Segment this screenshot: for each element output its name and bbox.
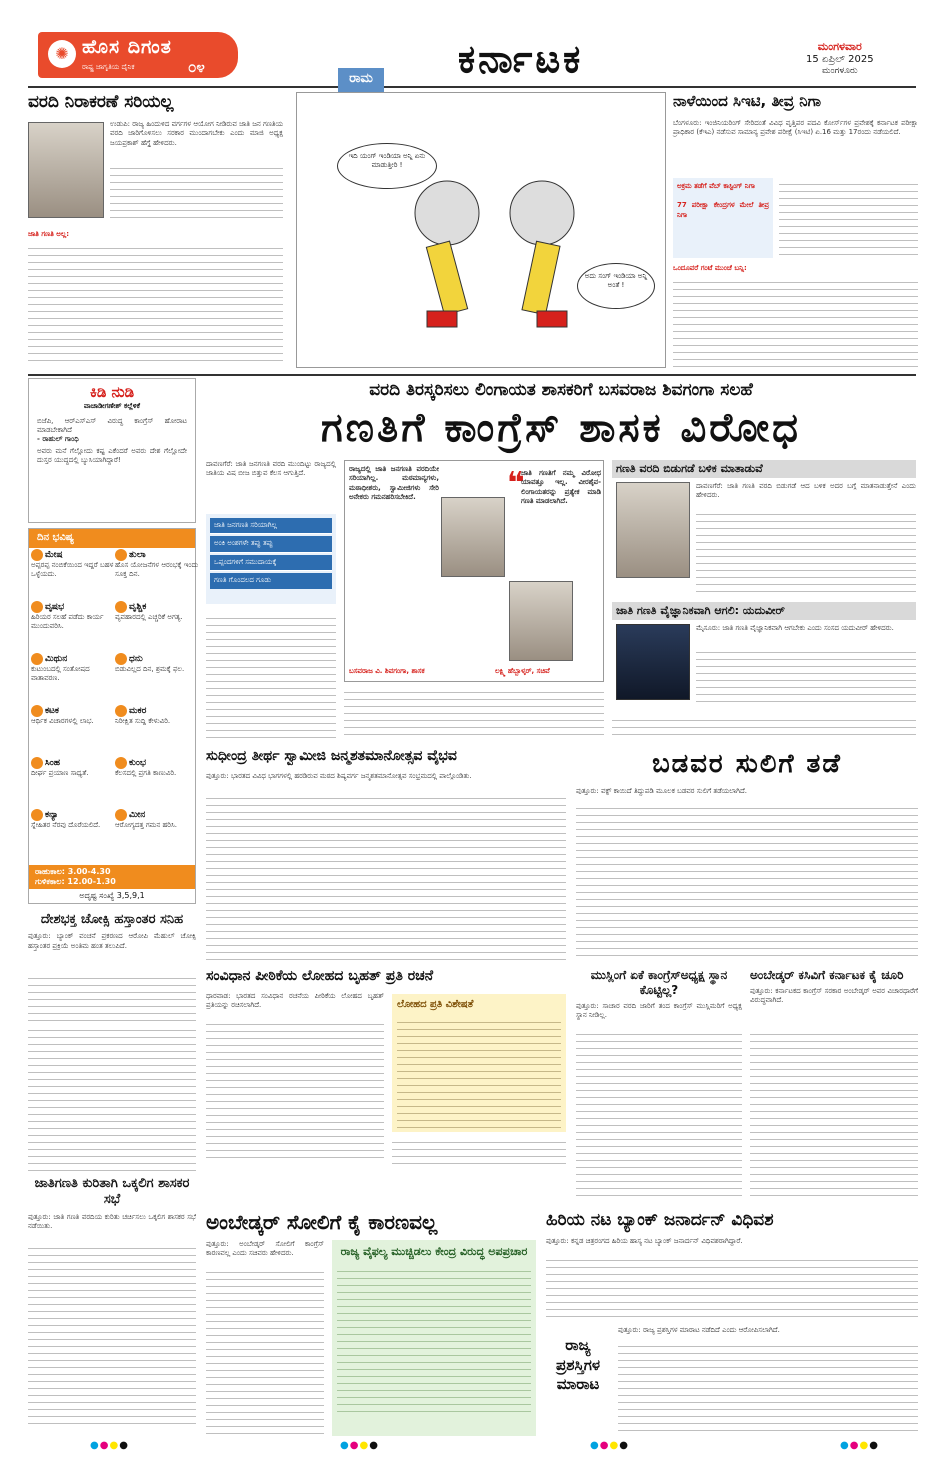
main-body-col1: [206, 612, 336, 738]
sign-text: ಅಪ್ಪರಪ್ಪ ನಂಬಿಕೆಯಿಂದ ಇದ್ದರೆ ಬಹಳ ಒಳ್ಳೆಯದು.: [31, 561, 114, 578]
box-title: ರಾಜ್ಯ ವೈಫಲ್ಯ ಮುಚ್ಚಿಡಲು ಕೇಂದ್ರ ವಿರುದ್ಧ ಅಪಪ್ರಚಾರ: [340, 1245, 528, 1258]
speech-bubble-1: ಇದಿ ಯಂಗ್ ಇಂಡಿಯಾ ಅನ್ನಿ ಏನು ಮಾಡುತ್ತೀರಿ !: [337, 143, 437, 189]
sign-name: ಮೀನ: [129, 810, 146, 820]
kidi-item-1: ಬಿಜೆಪಿ, ಆರ್‌ಎಸ್‌ಎಸ್ ವಿರುದ್ಧ ಕಾಂಗ್ರೆಸ್ ಹೋರಾಟ ಮಾಡಬೇಕಾಗಿದೆ: [37, 416, 187, 434]
kidi-item-1-by: - ರಾಹುಲ್ ಗಾಂಧಿ: [37, 435, 79, 444]
story-lead: ಪುತ್ತೂರು: ಬ್ಯಾಂಕ್ ವಂಚನೆ ಪ್ರಕರಣದ ಆರೋಪಿ ಮೆಹುಲ್ ಚೋಕ್ಸಿ ಹಸ್ತಾಂತರ ಪ್ರಕ್ರಿಯೆ ಅಂತಿಮ ಹಂತ ತಲುಪಿದೆ.: [28, 932, 196, 950]
main-point-4: ಗಣತಿ ಗೊಂದಲದ ಗೂಡು: [210, 573, 332, 588]
cartoon: [296, 92, 666, 368]
horoscope-sign: [31, 601, 115, 631]
story-body: [28, 1242, 196, 1430]
fact-1: ಅಕ್ರಮ ತಡೆಗೆ ವೆಬ್ ಕಾಸ್ಟಿಂಗ್ ನಿಗಾ: [677, 182, 755, 190]
main-point-3: ಒಪ್ಪಂದಗಳಿಗೆ ಸಮುದಾಯಕ್ಕೆ: [210, 555, 332, 571]
photo-hebbalkar: [509, 581, 573, 661]
rama-bana-badge: ರಾಮ: [338, 68, 384, 116]
zodiac-icon: [31, 809, 43, 821]
zodiac-icon: [115, 653, 127, 665]
sign-name: ತುಲಾ: [129, 550, 146, 560]
story-body: [576, 802, 918, 958]
kidi-nudi-box: [28, 378, 196, 523]
story-lead: ಪುತ್ತೂರು: ಕರ್ನಾಟಕದ ಕಾಂಗ್ರೆಸ್ ಸರಕಾರ ಅಂಬೇಡ್ಕರ್ ಅವರ ವಿಚಾರಧಾರೆಗೆ ವಿರುದ್ಧವಾಗಿದೆ.: [750, 987, 918, 1005]
box-body: [337, 1265, 531, 1415]
story-sudhindra: [206, 748, 566, 960]
cartoon-figures-icon: [397, 173, 597, 353]
story-title: ಗಣತಿ ವರದಿ ಬಿಡುಗಡೆ ಬಳಿಕ ಮಾತಾಡುವೆ: [612, 460, 916, 478]
story-title: ಮುಸ್ಲಿಂಗೆ ಏಕೆ ಕಾಂಗ್ರೆಸ್‌ಅಧ್ಯಕ್ಷ ಸ್ಥಾನ ಕೊಟ್ಟಿಲ್ಲ?: [590, 968, 728, 997]
logo-text: ಹೊಸ ದಿಗಂತ: [82, 36, 172, 58]
quote-box: [344, 460, 604, 682]
story-body: [779, 178, 918, 258]
story-lead: ಬೆಂಗಳೂರು: ಇಂಜಿನಿಯರಿಂಗ್ ಸೇರಿದಂತೆ ವಿವಿಧ ವೃತ್ತಿಪರ ಪದವಿ ಕೋರ್ಸ್‌ಗಳ ಪ್ರವೇಶಕ್ಕೆ ಕರ್ನಾಟಕ ಪರೀಕ್ಷಾ ಪ್ರಾಧಿಕಾರ (ಕೆಇಎ) ನಡೆಸುವ ಸಾಮಾನ್ಯ ಪ್ರವೇಶ ಪರೀಕ್ಷೆ (ಸಿಇಟಿ) ಏ.16 ಮತ್ತು 17ರಂದು ನಡೆಯಲಿದೆ.: [673, 118, 918, 137]
story-title: ಬಡವರ ಸುಲಿಗೆ ತಡೆ: [652, 749, 842, 779]
horoscope-sign: [31, 757, 115, 778]
story-body: [206, 1266, 324, 1436]
photo-leader: [616, 482, 690, 578]
story-lead: ಮೈಸೂರು: ಜಾತಿ ಗಣತಿ ವೈಜ್ಞಾನಿಕವಾಗಿ ಆಗಬೇಕು ಎಂದು ಸಂಸದ ಯದುವೀರ್ ಹೇಳಿದರು.: [696, 624, 894, 632]
main-point-1: ಜಾತಿ ಜನಗಣತಿ ಸರಿಯಾಗಿಲ್ಲ: [210, 518, 332, 534]
registration-dots: ●●●●: [590, 1440, 629, 1451]
page-number: ೦೪: [188, 58, 205, 76]
story-lead: ಪುತ್ತೂರು: ಅಂಬೇಡ್ಕರ್ ಸೋಲಿಗೆ ಕಾಂಗ್ರೆಸ್ ಕಾರಣವಲ್ಲ ಎಂದು ಸಚಿವರು ಹೇಳಿದರು.: [206, 1240, 324, 1258]
story-ambedkar-defeat: [206, 1210, 536, 1438]
fact-box: [673, 178, 773, 258]
photo-shivaganga: [441, 497, 505, 577]
horoscope-sign: [115, 653, 199, 674]
kidi-author: ವಾಚಾಡೀಗಣೇಶ್ ಕಲ್ಲೆಳಿಕೆ: [83, 401, 141, 410]
story-lead: ದಾವಣಗೆರೆ: ಜಾತಿ ಗಣತಿ ವರದಿ ಬಿಡುಗಡೆ ಆದ ಬಳಿಕ ಅದರ ಬಗ್ಗೆ ಮಾತನಾಡುತ್ತೇನೆ ಎಂದು ಹೇಳಿದರು.: [696, 482, 916, 500]
story-title: ಹಿರಿಯ ನಟ ಬ್ಯಾಂಕ್ ಜನಾರ್ದನ್ ವಿಧಿವಶ: [546, 1210, 774, 1230]
story-scientific: [612, 602, 916, 712]
zodiac-icon: [31, 601, 43, 613]
story-body-2: [673, 276, 918, 368]
kidi-item-2: ಅವರು ಮನೆ ಗೆಲ್ಲೋದು ಕಷ್ಟ ಎಕೆಂದರೆ ಅವರು ದೇಶ ಗೆಲ್ಲೋದೇ ದುಸ್ತರ ಯುದ್ಧದಲ್ಲಿ ಬ್ಯುಸಿಯಾಗಿದ್ದಾರೆ!: [37, 446, 187, 465]
story-body-2: [392, 1136, 566, 1164]
story-body: [576, 1028, 742, 1196]
story-title: ನಾಳೆಯಿಂದ ಸಿಇಟಿ, ತೀವ್ರ ನಿಗಾ: [673, 92, 822, 110]
rahu-gulika: [29, 865, 195, 889]
sign-name: ಕಟಕ: [45, 706, 59, 716]
story-body-2: [28, 242, 283, 367]
story-title: ಅಂಬೇಡ್ಕರ್ ಸೋಲಿಗೆ ಕೈ ಕಾರಣವಲ್ಲ: [206, 1210, 438, 1234]
emblem-icon: ✺: [48, 40, 76, 68]
story-desh: [28, 912, 196, 1022]
story-lead: ಉಡುಪಿ: ರಾಜ್ಯ ಹಿಂದುಳಿದ ವರ್ಗಗಳ ಆಯೋಗ ನೀಡಿರುವ ಜಾತಿ ಜನ ಗಣತಿಯ ವರದಿ ಜಾರಿಗೊಳಿಸಲು ಸರಕಾರ ಮುಂದಾಗಬೇಕು ಎಂದು ಮಾಜಿ ಅಧ್ಯಕ್ಷ ಜಯಪ್ರಕಾಶ್ ಹೆಗ್ಡೆ ಹೇಳಿದರು.: [110, 120, 283, 147]
date-day: ಮಂಗಳವಾರ: [817, 40, 862, 53]
main-point-2: ಅಂಕಿ ಅಂಶಗಳೇ ತಪ್ಪು ತಪ್ಪು: [210, 536, 332, 552]
fact-2: 77 ಪರೀಕ್ಷಾ ಕೇಂದ್ರಗಳ ಮೇಲೆ ತೀವ್ರ ನಿಗಾ: [677, 201, 769, 219]
registration-dots: ●●●●: [340, 1440, 379, 1451]
zodiac-icon: [115, 757, 127, 769]
zodiac-icon: [115, 549, 127, 561]
sign-name: ವೃಷಭ: [45, 602, 65, 612]
box-title: ಲೋಹದ ಪ್ರತಿ ವಿಶೇಷತೆ: [397, 999, 474, 1010]
masthead-rule: [28, 86, 916, 88]
rahukala: ರಾಹುಕಾಲ: 3.00-4.30: [35, 867, 111, 876]
story-desh-body-2: [28, 1024, 196, 1174]
registration-dots: ●●●●: [90, 1440, 129, 1451]
story-title: ಜಾತಿ ಗಣತಿ ವೈಜ್ಞಾನಿಕವಾಗಿ ಆಗಲಿ: ಯದುವೀರ್: [612, 602, 916, 620]
zodiac-icon: [115, 705, 127, 717]
story-title: ಸಂವಿಧಾನ ಪೀಠಿಕೆಯ ಲೋಹದ ಬೃಹತ್ ಪ್ರತಿ ರಚನೆ: [206, 968, 434, 984]
main-body-col3: [612, 714, 916, 738]
story-title: ವರದಿ ನಿರಾಕರಣೆ ಸರಿಯಲ್ಲ: [28, 92, 174, 112]
story-lead: ಧಾರವಾಡ: ಭಾರತದ ಸಂವಿಧಾನ ರಚನೆಯ ಪೀಠಿಕೆಯ ಲೋಹದ ಬೃಹತ್ ಪ್ರತಿಯನ್ನು ರಚಿಸಲಾಗಿದೆ.: [206, 991, 384, 1009]
sign-name: ಸಿಂಹ: [45, 758, 61, 768]
sign-text: ಕೆಲಸದಲ್ಲಿ ಪ್ರಗತಿ ಕಾಣುವಿರಿ.: [115, 769, 177, 778]
main-story: [206, 380, 916, 740]
zodiac-icon: [31, 653, 43, 665]
story-subhead: ಜಾತಿ ಗಣತಿ ಅಲ್ಲ:: [28, 230, 70, 238]
quote-2-by: ಲಕ್ಷ್ಮಿ ಹೆಬ್ಬಾಳ್ಕರ್, ಸಚಿವೆ: [495, 667, 550, 675]
story-cet: [673, 92, 918, 372]
box-body: [397, 1016, 561, 1128]
sign-name: ಕುಂಭ: [129, 758, 147, 768]
lucky-number: ಅದೃಷ್ಟ ಸಂಖ್ಯೆ 3,5,9,1: [79, 891, 145, 900]
kidi-title: ಕಿಡಿ ನುಡಿ: [89, 383, 135, 401]
story-muslim: [576, 968, 742, 1200]
quote-mark-icon: ❝: [507, 466, 525, 501]
sign-text: ಬಿಡುವಿಲ್ಲದ ದಿನ, ಶ್ರಮಕ್ಕೆ ಫಲ.: [115, 665, 185, 674]
masthead: [0, 0, 945, 86]
story-poor: [576, 748, 918, 960]
sign-text: ಕುಟುಂಬದಲ್ಲಿ ಸಂತೋಷದ ವಾತಾವರಣ.: [31, 665, 90, 682]
story-title: ದೇಶಭಕ್ತ ಚೋಕ್ಸಿ ಹಸ್ತಾಂತರ ಸನಿಹ: [40, 912, 184, 927]
story-lead: ಪುತ್ತೂರು: ಸಾಚಾರ ವರದಿ ಜಾರಿಗೆ ತಂದ ಕಾಂಗ್ರೆಸ್ ಮುಸ್ಲಿಮರಿಗೆ ಅಧ್ಯಕ್ಷ ಸ್ಥಾನ ನೀಡಿಲ್ಲ.: [576, 1002, 742, 1020]
quote-2: ಜಾತಿ ಗಣತಿಗೆ ನಮ್ಮ ವಿರೋಧ ಯಾವತ್ತೂ ಇಲ್ಲ. ವೀರಶೈವ-ಲಿಂಗಾಯತರನ್ನು ಪ್ರತ್ಯೇಕ ಮಾಡಿ ಗಣತಿ ಮಾಡಲಾಗಿದೆ.: [521, 469, 601, 506]
date-box: [806, 40, 874, 78]
zodiac-icon: [31, 549, 43, 561]
horoscope-sign: [115, 601, 199, 622]
story-body: [750, 1028, 918, 1196]
main-kicker: ವರದಿ ತಿರಸ್ಕರಿಸಲು ಲಿಂಗಾಯತ ಶಾಸಕರಿಗೆ ಬಸವರಾಜ ಶಿವಗಂಗಾ ಸಲಹೆ: [369, 380, 753, 400]
story-body: [696, 508, 916, 598]
section-title: ಕರ್ನಾಟಕ: [458, 37, 584, 81]
sign-text: ಹೊಸ ಯೋಜನೆಗಳ ಆರಂಭಕ್ಕೆ ಇಂದು ಸೂಕ್ತ ದಿನ.: [115, 561, 199, 578]
gulika: ಗುಳಿಕಕಾಲ: 12.00-1.30: [35, 877, 116, 886]
sign-text: ಆರೋಗ್ಯದತ್ತ ಗಮನ ಹರಿಸಿ.: [115, 821, 177, 830]
horoscope-sign: [115, 757, 199, 778]
sign-name: ಮಕರ: [129, 706, 147, 716]
sign-text: ಹಿರಿಯರ ಸಲಹೆ ಪಡೆದು ಕಾರ್ಯ ಮುಂದುವರಿಸಿ.: [31, 613, 104, 630]
horoscope-sign: [31, 809, 115, 830]
story-body: [206, 792, 566, 960]
logo-tagline: ರಾಷ್ಟ್ರ ಜಾಗೃತಿಯ ದೈನಿಕ: [82, 63, 135, 71]
horoscope-sign: [115, 809, 199, 830]
quote-1: ರಾಜ್ಯದಲ್ಲಿ ಜಾತಿ ಜನಗಣತಿ ವರದಿಯೇ ಸರಿಯಾಗಿಲ್ಲ. ಮಠಮಾನ್ಯಗಳು, ಮಠಾಧೀಶರು, ಸ್ವಾಮೀಜಿಗಳು ಸೇರಿ ಅನೇಕರು ಗಮನಹರಿಸಬೇಕಿದೆ.: [349, 465, 439, 502]
section-rule: [28, 374, 916, 376]
horoscope-box: [28, 528, 199, 904]
story-body: [546, 1254, 918, 1320]
horoscope-sign: [31, 653, 115, 683]
story-title: ರಾಜ್ಯ ಪ್ರಶಸ್ತಿಗಳ ಮಾರಾಟ: [556, 1336, 600, 1393]
metal-copy-box: [392, 994, 566, 1132]
story-after-report: [612, 460, 916, 600]
quote-1-by: ಬಸವರಾಜ ವಿ. ಶಿವಗಂಗಾ, ಶಾಸಕ: [349, 667, 425, 675]
story-body: [696, 646, 916, 702]
horoscope-sign: [115, 705, 199, 726]
horoscope-sign: [31, 705, 115, 726]
story-body: [618, 1340, 918, 1434]
sign-name: ವೃಶ್ಚಿಕ: [129, 602, 147, 612]
horoscope-sign: [31, 549, 115, 579]
story-state-sale: [546, 1326, 918, 1436]
photo-jayaprakash: [28, 122, 104, 218]
story-body: [110, 162, 283, 222]
story-jati-meeting: [28, 1176, 196, 1434]
sign-name: ಧನು: [129, 654, 143, 664]
edition-city: ಮಂಗಳೂರು: [821, 66, 858, 77]
sign-text: ದೀರ್ಘ ಪ್ರಯಾಣ ಸಾಧ್ಯತೆ.: [31, 769, 89, 778]
story-body: [28, 972, 196, 1022]
horoscope-sign: [115, 549, 199, 579]
story-title: ಜಾತಿಗಣತಿ ಕುರಿತಾಗಿ ಒಕ್ಕಲಿಗ ಶಾಸಕರ ಸಭೆ: [34, 1176, 190, 1208]
story-body: [206, 1018, 384, 1164]
story-janardhan: [546, 1210, 918, 1320]
sign-name: ಕನ್ಯಾ: [45, 810, 59, 820]
story-constitution: [206, 968, 566, 1168]
zodiac-icon: [115, 601, 127, 613]
zodiac-icon: [115, 809, 127, 821]
photo-yaduveer: [616, 624, 690, 700]
sign-name: ಮೇಷ: [45, 550, 63, 560]
main-dateline: ದಾವಣಗೆರೆ: ಜಾತಿ ಜನಗಣತಿ ವರದಿ ಮುಂದಿಟ್ಟು ರಾಜ್ಯದಲ್ಲಿ ಜಾತಿಯ ವಿಷ ಬೀಜ ಬಿತ್ತುವ ಕೆಲಸ ಆಗುತ್ತಿದೆ.: [206, 460, 336, 478]
registration-dots: ●●●●: [840, 1440, 879, 1451]
horoscope-title: ದಿನ ಭವಿಷ್ಯ: [29, 529, 195, 548]
story-lead: ಪುತ್ತೂರು: ಭಾರತದ ವಿವಿಧ ಭಾಗಗಳಲ್ಲಿ ಹರಡಿರುವ ಮಠದ ಶಿಷ್ಯವರ್ಗ ಜನ್ಮಶತಮಾನೋತ್ಸವ ಸಂಭ್ರಮದಲ್ಲಿ ಪಾಲ್ಗೊಂಡಿತು.: [206, 771, 472, 780]
sign-name: ಮಿಥುನ: [45, 654, 68, 664]
zodiac-icon: [31, 705, 43, 717]
story-report-correct: [28, 92, 283, 372]
story-lead: ಪುತ್ತೂರು: ಕನ್ನಡ ಚಿತ್ರರಂಗದ ಹಿರಿಯ ಹಾಸ್ಯ ನಟ ಬ್ಯಾಂಕ್ ಜನಾರ್ದನ್ ವಿಧಿವಶರಾಗಿದ್ದಾರೆ.: [546, 1237, 743, 1246]
state-failure-box: [332, 1240, 536, 1436]
main-body-col2: [344, 686, 604, 738]
sign-text: ಸ್ನೇಹಿತರ ನೆರವು ದೊರೆಯಲಿದೆ.: [31, 821, 101, 830]
story-title: ಸುಧೀಂದ್ರ ತೀರ್ಥ ಸ್ವಾಮೀಜಿ ಜನ್ಮಶತಮಾನೋತ್ಸವ ವೈಭವ: [206, 748, 457, 764]
story-subhead: ಒಂದೂವರೆ ಗಂಟೆ ಮುಂಚೆ ಬನ್ನಿ:: [673, 264, 747, 272]
newspaper-logo: [38, 32, 238, 78]
story-lead: ಪುತ್ತೂರು: ವಕ್ಫ್ ಕಾಯಿದೆ ತಿದ್ದುಪಡಿ ಮೂಲಕ ಬಡವರ ಸುಲಿಗೆ ತಡೆಯಲಾಗಿದೆ.: [576, 786, 747, 795]
zodiac-icon: [31, 757, 43, 769]
story-lead: ಪುತ್ತೂರು: ರಾಜ್ಯ ಪ್ರಶಸ್ತಿಗಳ ಮಾರಾಟ ನಡೆದಿದೆ ಎಂದು ಆರೋಪಿಸಲಾಗಿದೆ.: [618, 1326, 780, 1334]
main-headline: ಗಣತಿಗೆ ಕಾಂಗ್ರೆಸ್ ಶಾಸಕ ವಿರೋಧ: [321, 405, 801, 452]
sign-text: ಆರ್ಥಿಕ ವಿಚಾರಗಳಲ್ಲಿ ಲಾಭ.: [31, 717, 94, 726]
main-points-box: [206, 514, 336, 604]
story-title: ಅಂಬೇಡ್ಕರ್ ಕಸಿವಿಗೆ ಕರ್ನಾಟಕ ಕೈ ಚೂರಿ: [750, 968, 904, 982]
date-text: 15 ಏಪ್ರಿಲ್ 2025: [806, 53, 874, 65]
sign-text: ವ್ಯವಹಾರದಲ್ಲಿ ಎಚ್ಚರಿಕೆ ಅಗತ್ಯ.: [115, 613, 183, 622]
story-lead: ಪುತ್ತೂರು: ಜಾತಿ ಗಣತಿ ವರದಿಯ ಕುರಿತು ಚರ್ಚಿಸಲು ಒಕ್ಕಲಿಗ ಶಾಸಕರ ಸಭೆ ನಡೆಯಿತು.: [28, 1212, 196, 1230]
story-ambedkar-land: [750, 968, 918, 1200]
speech-bubble-2: ಅದು ಸಂಗ್ ಇಂಡಿಯಾ ಅನ್ನಿ ಅಂತೆ !: [577, 263, 655, 309]
sign-text: ನಿರೀಕ್ಷಿತ ಸುದ್ದಿ ಕೇಳುವಿರಿ.: [115, 717, 171, 726]
